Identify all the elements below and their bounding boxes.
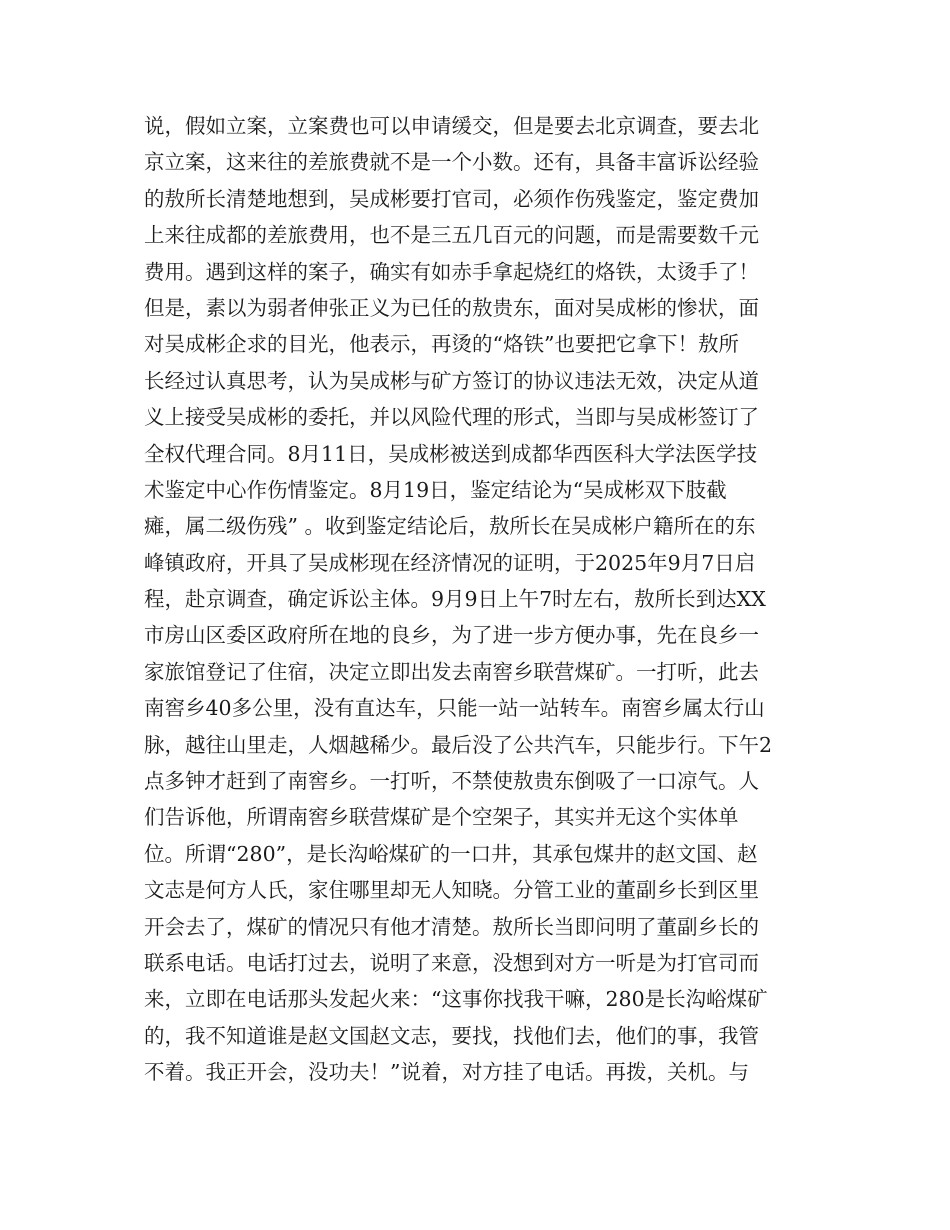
text-line: 来，立即在电话那头发起火来：“这事你找我干嘛，280是长沟峪煤矿 (144, 987, 768, 1012)
text-line: 对吴成彬企求的目光，他表示，再烫的“烙铁”也要把它拿下！敖所 (144, 332, 739, 357)
body-text (144, 108, 814, 1091)
text-line: 上来往成都的差旅费用，也不是三五几百元的问题，而是需要数千元 (144, 223, 759, 248)
text-line: 瘫，属二级伤残” 。收到鉴定结论后，敖所长在吴成彬户籍所在的东 (144, 514, 756, 539)
text-line: 开会去了，煤矿的情况只有他才清楚。敖所长当即问明了董副乡长的 (144, 914, 759, 939)
text-line: 京立案，这来往的差旅费就不是一个小数。还有，具备丰富诉讼经验 (144, 150, 759, 175)
text-line: 家旅馆登记了住宿，决定立即出发去南窖乡联营煤矿。一打听，此去 (144, 659, 759, 684)
text-line: 但是，素以为弱者伸张正义为已任的敖贵东，面对吴成彬的惨状，面 (144, 295, 759, 320)
text-line: 长经过认真思考，认为吴成彬与矿方签订的协议违法无效，决定从道 (144, 368, 759, 393)
text-line: 说，假如立案，立案费也可以申请缓交，但是要去北京调查，要去北 (144, 114, 759, 138)
text-line: 的敖所长清楚地想到，吴成彬要打官司，必须作伤残鉴定，鉴定费加 (144, 186, 759, 211)
text-line: 义上接受吴成彬的委托，并以风险代理的形式，当即与吴成彬签订了 (144, 405, 759, 430)
text-line: 位。所谓“280”，是长沟峪煤矿的一口井，其承包煤井的赵文国、赵 (144, 841, 758, 866)
text-line: 脉，越往山里走，人烟越稀少。最后没了公共汽车，只能步行。下午2 (144, 732, 773, 757)
text-line: 南窖乡40多公里，没有直达车，只能一站一站转车。南窖乡属太行山 (144, 696, 765, 721)
text-line: 不着。我正开会，没功夫！”说着，对方挂了电话。再拨，关机。与 (144, 1060, 749, 1085)
text-line: 程，赴京调查，确定诉讼主体。9月9日上午7时左右，敖所长到达XX (144, 587, 766, 612)
text-line: 市房山区委区政府所在地的良乡，为了进一步方便办事，先在良乡一 (144, 623, 759, 648)
text-line: 联系电话。电话打过去，说明了来意，没想到对方一听是为打官司而 (144, 950, 759, 975)
text-line: 点多钟才赶到了南窖乡。一打听，不禁使敖贵东倒吸了一口凉气。人 (144, 769, 759, 794)
text-line: 费用。遇到这样的案子，确实有如赤手拿起烧红的烙铁，太烫手了！ (144, 259, 759, 284)
text-line: 的，我不知道谁是赵文国赵文志，要找，找他们去，他们的事，我管 (144, 1023, 759, 1048)
text-line: 文志是何方人氏，家住哪里却无人知晓。分管工业的董副乡长到区里 (144, 878, 759, 903)
text-line: 们告诉他，所谓南窖乡联营煤矿是个空架子，其实并无这个实体单 (144, 805, 739, 830)
text-line: 术鉴定中心作伤情鉴定。8月19日，鉴定结论为“吴成彬双下肢截 (144, 477, 727, 502)
text-line: 全权代理合同。8月11日，吴成彬被送到成都华西医科大学法医学技 (144, 441, 758, 466)
text-line: 峰镇政府，开具了吴成彬现在经济情况的证明，于2025年9月7日启 (144, 550, 756, 575)
